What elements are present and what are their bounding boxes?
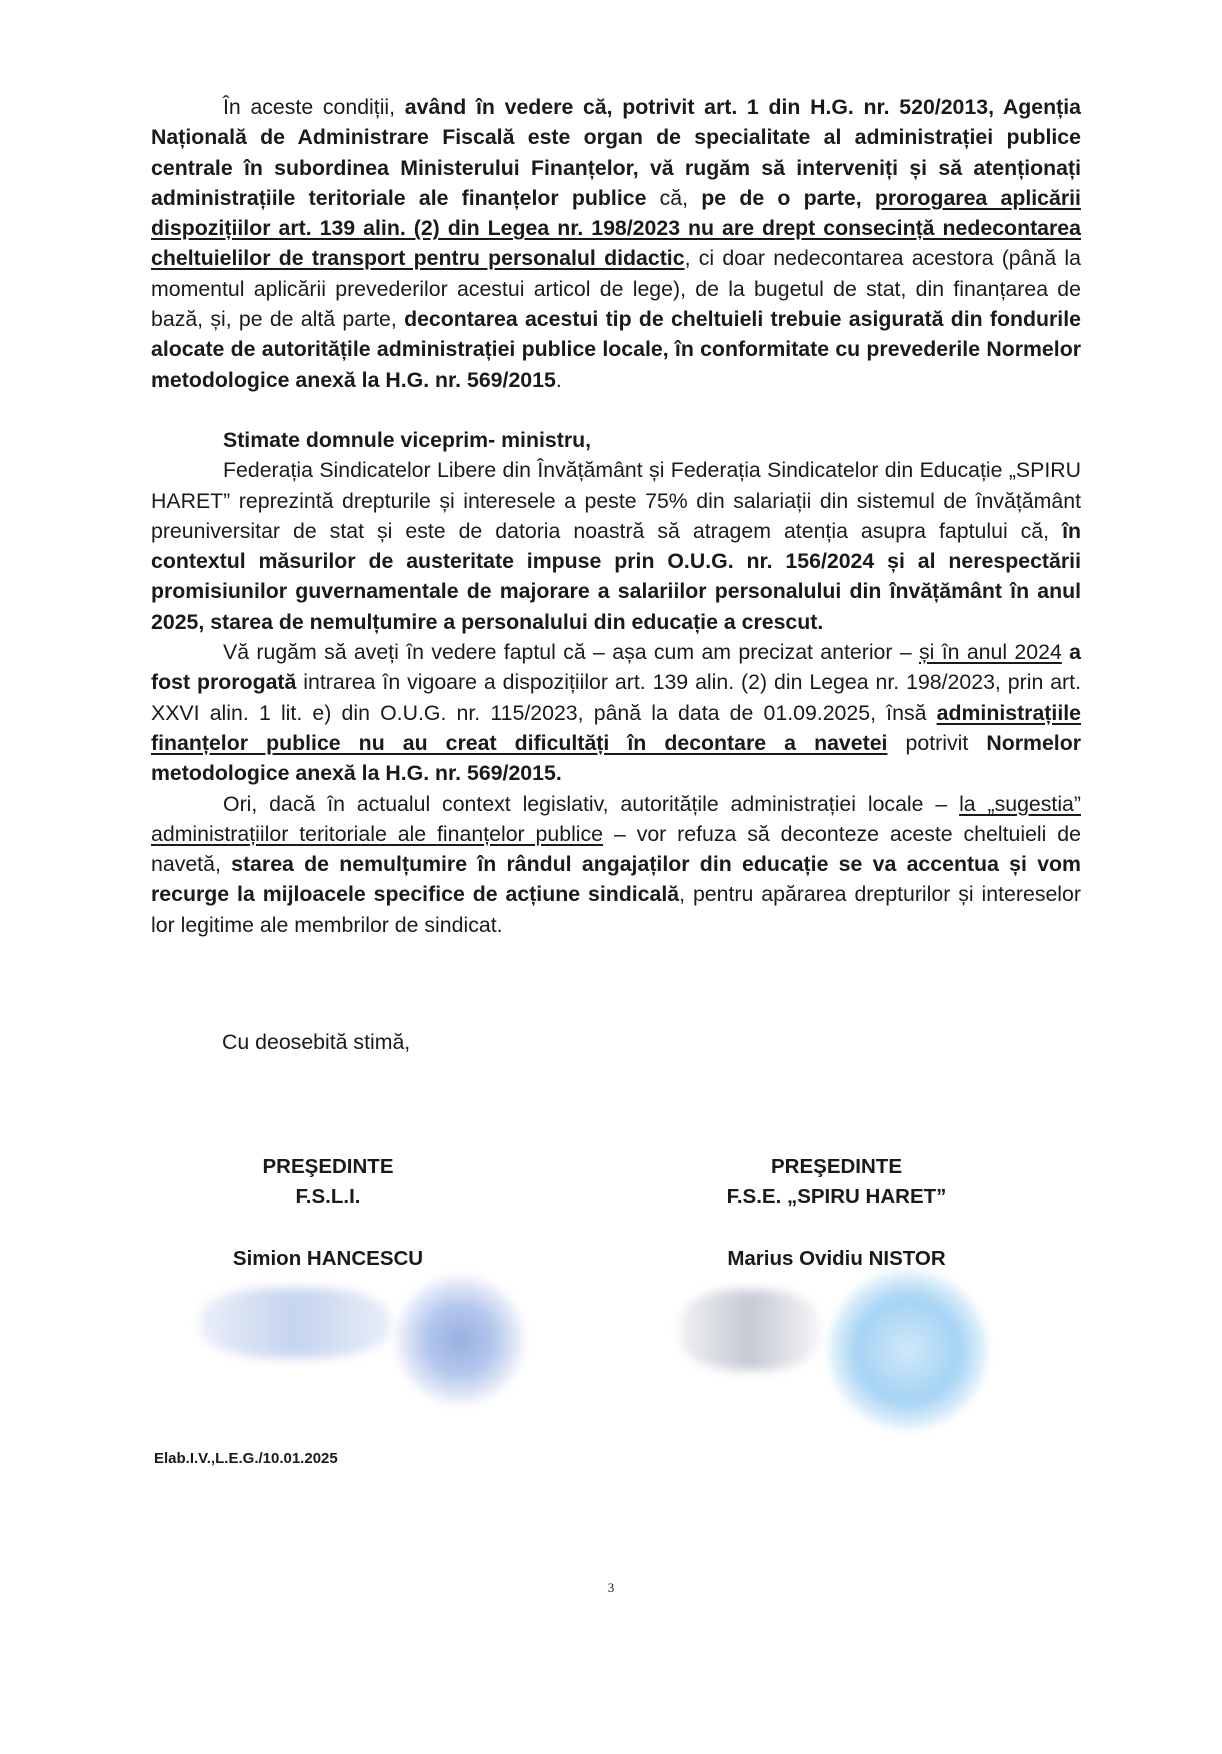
paragraph-1-text: , ci doar nedecontarea acestora (până la momentul aplicării prevederilor acestui articol de lege), de la bugetul de stat, din finanțarea de bază, și, pe de altă parte, xyxy=(151,246,1081,332)
signature-title: PREŞEDINTE xyxy=(262,1155,394,1178)
paragraph-3-underlined: și în anul 2024 xyxy=(919,640,1062,665)
paragraph-4-text: , pentru apărarea drepturilor și intereselor lor legitime ale membrilor de sindicat. xyxy=(151,882,1081,937)
paragraph-1-text: În aceste condiții, xyxy=(223,95,405,119)
paragraph-4-underlined: la „sugestia” administrațiilor teritoriale ale finanțelor publice xyxy=(151,791,1081,846)
footer-reference: Elab.I.V.,L.E.G./10.01.2025 xyxy=(154,1450,338,1467)
paragraph-1-bold: având în vedere că, potrivit art. 1 din H.G. nr. 520/2013, Agenția Națională de Administrare Fiscală este organ de specialitate al administrației publice centrale în subordinea Ministerului Finanțelor, vă rugăm să interveniți și să atenționați administrațiile teritoriale ale finanțelor publice xyxy=(151,95,1081,210)
paragraph-2-bold: în contextul măsurilor de austeritate impuse prin O.U.G. nr. 156/2024 și al nerespectării promisiunilor guvernamentale de majorare a salariilor personalului din învățământ în anul 2025, starea de nemulțumire a personalului din educație a crescut. xyxy=(151,518,1081,634)
signature-block-left xyxy=(217,1152,439,1274)
paragraph-2 xyxy=(151,455,1081,637)
page-number: 3 xyxy=(607,1580,615,1595)
letter-body xyxy=(151,92,1081,940)
paragraph-1-bold: decontarea acestui tip de cheltuieli trebuie asigurată din fondurile alocate de autoritățile administrației publice locale, în conformitate cu prevederile Normelor metodologice anexă la H.G. nr. 569/2015 xyxy=(151,307,1081,392)
paragraph-3-text: Vă rugăm să aveți în vedere faptul că – așa cum am precizat anterior – xyxy=(223,640,920,665)
signature-org: F.S.E. „SPIRU HARET” xyxy=(726,1185,947,1208)
paragraph-1-text: că, xyxy=(646,185,702,210)
paragraph-3-bold: Normelor metodologice anexă la H.G. nr. 569/2015. xyxy=(151,730,1081,786)
paragraph-3-underlined: administrațiile finanțelor publice nu au creat dificultăți în decontare a navetei xyxy=(151,700,1081,755)
paragraph-2-text: Federația Sindicatelor Libere din Învățământ și Federația Sindicatelor din Educație „SPIRU HARET” reprezintă drepturile și interesele a peste 75% din salariații din sistemul de învățământ preuniversitar de stat și este de datoria noastră să atragem atenția asupra faptului că, xyxy=(151,458,1081,543)
signature-title: PREŞEDINTE xyxy=(771,1155,902,1178)
paragraph-4-bold: starea de nemulțumire în rândul angajaților din educație se va accentua și vom recurge la mijloacele specifice de acțiune sindicală xyxy=(151,852,1081,907)
signature-scribble-left xyxy=(200,1288,390,1358)
paragraph-4-text: Ori, dacă în actualul context legislativ, autoritățile administrației locale – xyxy=(223,791,960,816)
paragraph-3-text: intrarea în vigoare a dispozițiilor art. 139 alin. (2) din Legea nr. 198/2023, prin art. XXVI alin. 1 lit. e) din O.U.G. nr. 115/2023, până la data de 01.09.2025, însă xyxy=(151,670,1081,725)
paragraph-3-bold: a fost prorogată xyxy=(151,640,1081,695)
paragraph-3 xyxy=(151,637,1081,788)
paragraph-3-text: potrivit xyxy=(887,730,987,755)
paragraph-4 xyxy=(151,789,1081,940)
paragraph-1-bold: pe de o parte, xyxy=(701,185,875,210)
closing: Cu deosebită stimă, xyxy=(222,1030,411,1054)
stamp-left xyxy=(395,1275,525,1405)
stamp-right xyxy=(828,1270,988,1430)
signature-org: F.S.L.I. xyxy=(295,1185,361,1208)
signature-name: Simion HANCESCU xyxy=(232,1247,424,1270)
signature-block-right xyxy=(689,1152,984,1274)
signature-name: Marius Ovidiu NISTOR xyxy=(727,1247,946,1270)
paragraph-1-underlined: prorogarea aplicării dispozițiilor art. 139 alin. (2) din Legea nr. 198/2023 nu are drept consecință nedecontarea cheltuielilor de transport pentru personalul didactic xyxy=(151,185,1081,271)
salutation: Stimate domnule viceprim- ministru, xyxy=(223,427,592,452)
paragraph-1 xyxy=(151,92,1081,395)
paragraph-1-text: . xyxy=(555,367,562,392)
signature-scribble-right xyxy=(680,1290,820,1370)
paragraph-4-text: – vor refuza să deconteze aceste cheltuieli de navetă, xyxy=(151,821,1081,877)
